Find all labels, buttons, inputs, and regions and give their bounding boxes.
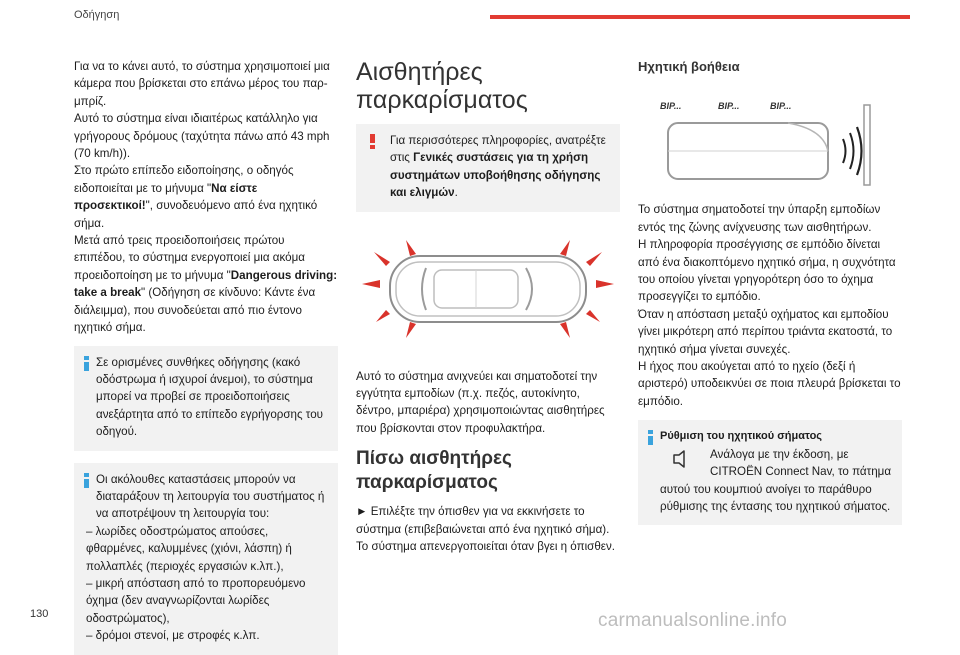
- warning-icon: [370, 134, 375, 149]
- header-accent-bar: [490, 15, 910, 19]
- note-text: Ανάλογα με την έκδοση, με CITROËN Connect Nav, το πάτημα αυτού του κουμπιού ανοίγει το παράθυρο ρύθμισης της έντασης του ηχητικού σήματος.: [660, 447, 892, 513]
- beep-label: BIP...: [718, 101, 740, 112]
- info-note: [74, 346, 338, 451]
- info-icon: [648, 430, 653, 445]
- paragraph: Το σύστημα σηματοδοτεί την ύπαρξη εμποδίων εντός της ζώνης ανίχνευσης των αισθητήρων.: [638, 203, 881, 234]
- paragraph: ► Επιλέξτε την όπισθεν για να εκκινήσετε το σύστημα (επιβεβαιώνεται από ένα ηχητικό σήμα).: [356, 505, 610, 536]
- list-item: – μικρή απόσταση από το προπορευόμενο όχημα (δεν αναγνωρίζονται λωρίδες οδοστρώματος),: [86, 576, 306, 625]
- paragraph: Το σύστημα απενεργοποιείται όταν βγει η όπισθεν.: [356, 540, 615, 554]
- paragraph: Αυτό το σύστημα είναι ιδιαιτέρως κατάλληλο για γρήγορους δρόμους (ταχύτητα πάνω από 43 mph: [74, 112, 330, 143]
- list-item: – δρόμοι στενοί, με στροφές κ.λπ.: [86, 629, 260, 643]
- column-middle: [356, 58, 620, 555]
- note-text: Οι ακόλουθες καταστάσεις μπορούν να διαταράξουν τη λειτουργία του συστήματος ή να αποτρέψουν τη λειτουργία του:: [96, 472, 325, 521]
- paragraph: (70 km/h)).: [74, 147, 131, 161]
- beep-label: BIP...: [770, 101, 792, 112]
- column-left: [74, 58, 338, 655]
- warning-note: [356, 124, 620, 212]
- column-right: [638, 58, 902, 525]
- speaker-icon: [670, 446, 710, 476]
- paragraph: Όταν η απόσταση μεταξύ οχήματος και εμποδίου γίνει μικρότερη από περίπου τριάντα εκατοστά, το ηχητικό σήμα γίνεται συνεχές.: [638, 307, 893, 356]
- paragraph: Μετά από τρεις προειδοποιήσεις πρώτου επιπέδου, το σύστημα ενεργοποιεί μια ακόμα προειδοποίηση με το μήνυμα "Dangerous driving: take a break" (Οδήγηση σε κίνδυνο: Κάντε ένα διάλειμμα), που συνοδεύεται από πιο έντονο ηχητικό σήμα.: [74, 234, 338, 335]
- list-item: – λωρίδες οδοστρώματος απούσες, φθαρμένες, καλυμμένες (χιόνι, λάσπη) ή πολλαπλές (περιοχές εργασιών κ.λπ.),: [86, 524, 292, 573]
- car-rear-sound: [638, 89, 902, 189]
- section-title: Αισθητήρες παρκαρίσματος: [356, 58, 528, 114]
- subsection-title: Πίσω αισθητήρες παρκαρίσματος: [356, 448, 512, 494]
- page-number: 130: [30, 608, 49, 620]
- section-title: Ηχητική βοήθεια: [638, 59, 740, 74]
- info-note: [74, 463, 338, 655]
- paragraph: Αυτό το σύστημα ανιχνεύει και σηματοδοτεί την εγγύτητα εμποδίων (π.χ. πεζός, αυτοκίνητο, δέντρο, μπαριέρα) χρησιμοποιώντας αισθητήρες που βρίσκονται στον προφυλακτήρα.: [356, 369, 605, 435]
- page-header-title: Οδήγηση: [74, 9, 120, 21]
- note-text: Για περισσότερες πληροφορίες, ανατρέξτε στις Γενικές συστάσεις για τη χρήση συστημάτων υποβοήθησης οδήγησης και ελιγμών.: [390, 134, 606, 200]
- watermark: carmanualsonline.info: [598, 610, 788, 631]
- info-note: [638, 420, 902, 525]
- paragraph: Για να το κάνει αυτό, το σύστημα χρησιμοποιεί μια κάμερα που βρίσκεται στο επάνω μέρος του παρ-μπρίζ.: [74, 60, 330, 108]
- paragraph: Στο πρώτο επίπεδο ειδοποίησης, ο οδηγός ειδοποιείται με το μήνυμα "Να είστε προσεκτικοί!", συνοδευόμενο από ένα ηχητικό σήμα.: [74, 164, 318, 230]
- paragraph: Η πληροφορία προσέγγισης σε εμπόδιο δίνεται από ένα διακοπτόμενο ηχητικό σήμα, η συχνότητα του οποίου γίνεται γρηγορότερη όσο το όχημα προσεγγίζει το εμπόδιο.: [638, 238, 896, 304]
- beep-label: BIP...: [660, 101, 682, 112]
- note-title: Ρύθμιση του ηχητικού σήματος: [660, 430, 823, 443]
- note-text: Σε ορισμένες συνθήκες οδήγησης (κακό οδόστρωμα ή ισχυροί άνεμοι), το σύστημα μπορεί να προβεί σε προειδοποιήσεις ανεξάρτητα από το επίπεδο εγρήγορσης του οδηγού.: [96, 355, 324, 439]
- paragraph: Η ήχος που ακούγεται από το ηχείο (δεξί ή αριστερό) υποδεικνύει σε ποια πλευρά βρίσκεται το εμπόδιο.: [638, 360, 901, 408]
- info-icon: [84, 473, 89, 488]
- info-icon: [84, 356, 89, 371]
- car-top-view: [356, 222, 620, 358]
